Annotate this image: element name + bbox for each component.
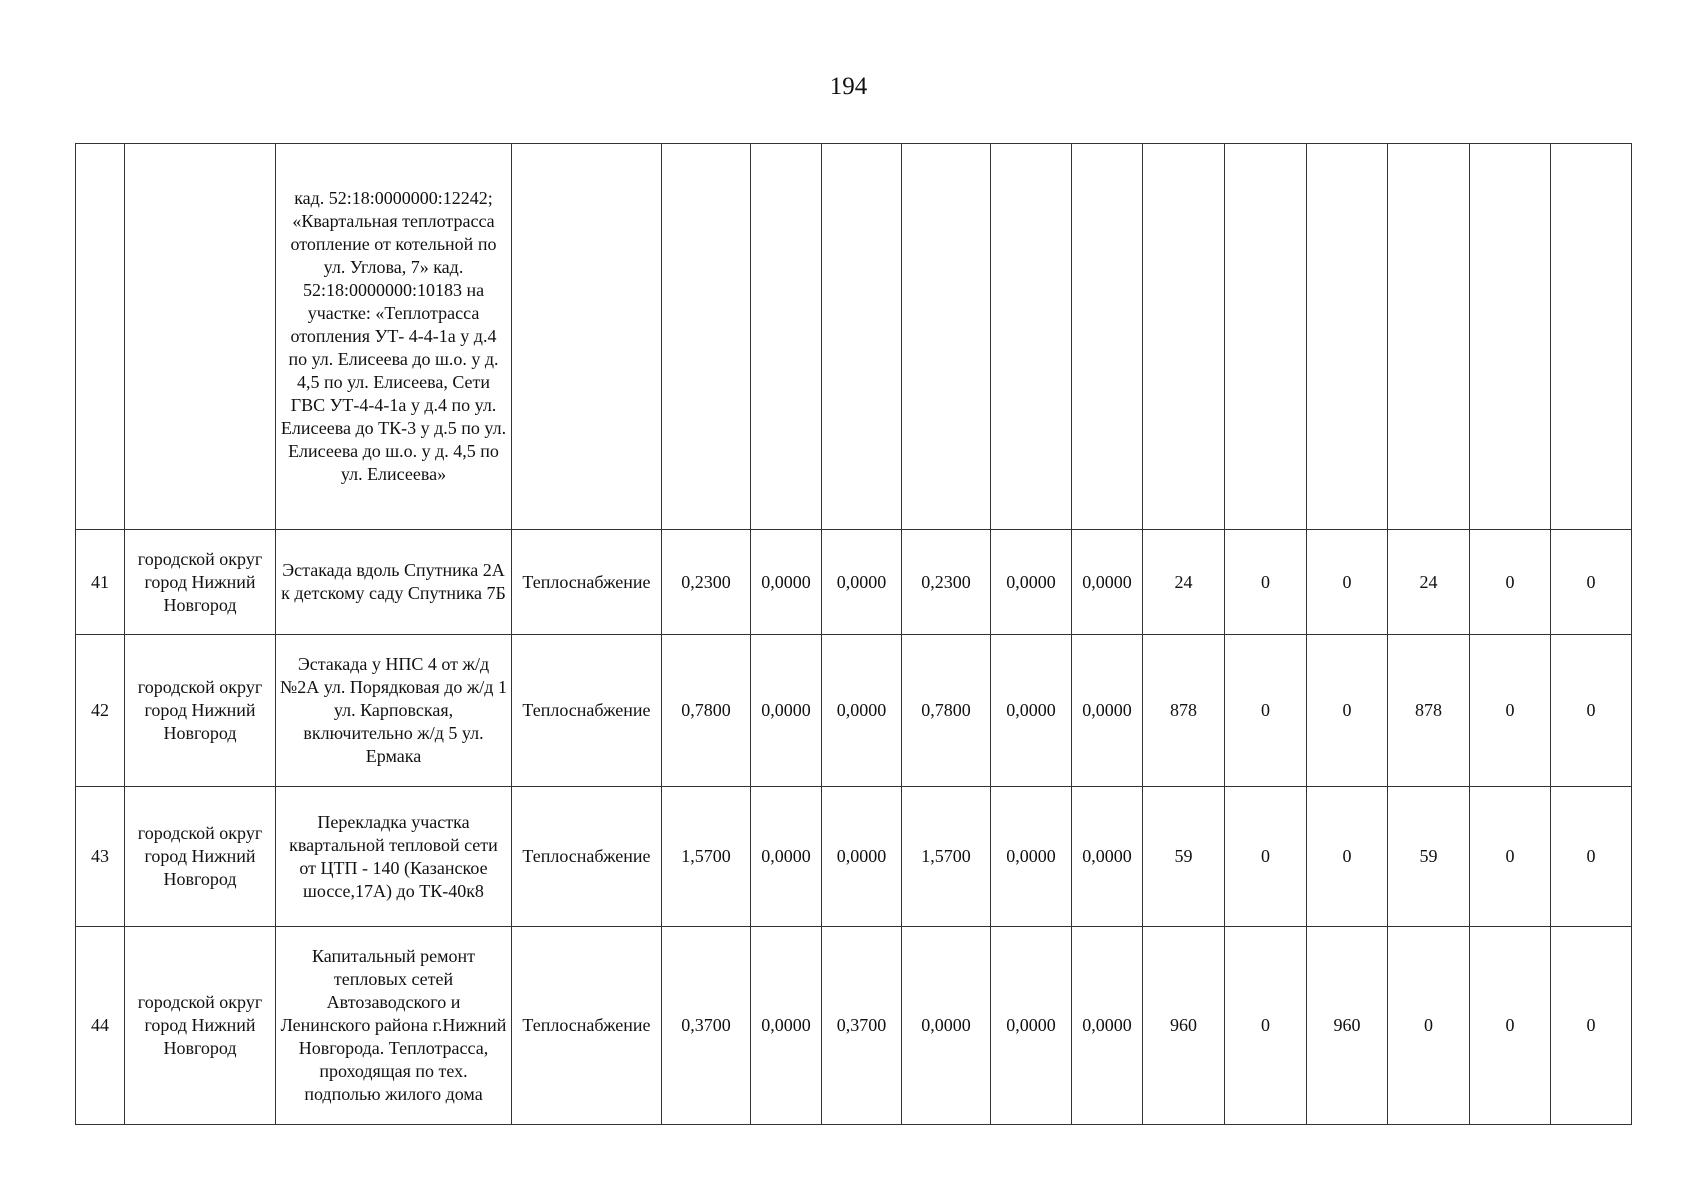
service-type: Теплоснабжение xyxy=(512,927,662,1125)
amount-cell: 24 xyxy=(1143,530,1225,635)
table-row xyxy=(76,144,1632,530)
empty-cell xyxy=(662,144,751,530)
amount-cell: 0 xyxy=(1225,530,1307,635)
amount-cell: 0 xyxy=(1307,635,1388,787)
amount-cell: 0 xyxy=(1307,530,1388,635)
amount-cell: 0 xyxy=(1551,530,1632,635)
amount-cell: 0 xyxy=(1470,787,1551,927)
amount-cell: 0 xyxy=(1470,530,1551,635)
page-number: 194 xyxy=(829,73,868,100)
value-cell: 0,2300 xyxy=(902,530,991,635)
empty-cell xyxy=(991,144,1072,530)
table-row xyxy=(76,927,1632,1125)
service-type: Теплоснабжение xyxy=(512,787,662,927)
amount-cell: 0 xyxy=(1470,635,1551,787)
municipality: городской округ город Нижний Новгород xyxy=(125,635,276,787)
amount-cell: 878 xyxy=(1388,635,1470,787)
amount-cell: 24 xyxy=(1388,530,1470,635)
value-cell: 0,0000 xyxy=(1072,530,1143,635)
amount-cell: 59 xyxy=(1388,787,1470,927)
row-number: 43 xyxy=(76,787,125,927)
amount-cell: 0 xyxy=(1307,787,1388,927)
amount-cell: 0 xyxy=(1225,927,1307,1125)
amount-cell: 59 xyxy=(1143,787,1225,927)
value-cell: 0,0000 xyxy=(991,635,1072,787)
empty-cell xyxy=(1143,144,1225,530)
object-name: кад. 52:18:0000000:12242; «Квартальная теплотрасса отопление от котельной по ул. Углова, 7» кад. 52:18:0000000:10183 на участке: «Теплотрасса отопления УТ- 4-4-1а у д.4 по ул. Елисеева до ш.о. у д. 4,5 по ул. Елисеева, Сети ГВС УТ-4-4-1а у д.4 по ул. Елисеева до ТК-3 у д.5 по ул. Елисеева до ш.о. у д. 4,5 по ул. Елисеева» xyxy=(276,144,512,530)
value-cell: 0,0000 xyxy=(751,927,822,1125)
value-cell: 0,0000 xyxy=(991,927,1072,1125)
value-cell: 0,3700 xyxy=(662,927,751,1125)
amount-cell: 0 xyxy=(1225,635,1307,787)
object-name: Перекладка участка квартальной тепловой сети от ЦТП - 140 (Казанское шоссе,17А) до ТК-40к8 xyxy=(276,787,512,927)
object-name: Капитальный ремонт тепловых сетей Автозаводского и Ленинского района г.Нижний Новгорода. Теплотрасса, проходящая по тех. подполью жилого дома xyxy=(276,927,512,1125)
empty-cell xyxy=(1470,144,1551,530)
row-number: 44 xyxy=(76,927,125,1125)
municipality: городской округ город Нижний Новгород xyxy=(125,927,276,1125)
empty-cell xyxy=(1388,144,1470,530)
empty-cell xyxy=(1307,144,1388,530)
investment-table xyxy=(75,143,1632,1125)
amount-cell: 878 xyxy=(1143,635,1225,787)
service-type: Теплоснабжение xyxy=(512,530,662,635)
row-number xyxy=(76,144,125,530)
empty-cell xyxy=(822,144,902,530)
value-cell: 0,0000 xyxy=(902,927,991,1125)
value-cell: 0,0000 xyxy=(1072,635,1143,787)
municipality: городской округ город Нижний Новгород xyxy=(125,787,276,927)
value-cell: 0,0000 xyxy=(822,787,902,927)
value-cell: 1,5700 xyxy=(662,787,751,927)
value-cell: 0,0000 xyxy=(751,787,822,927)
table-row xyxy=(76,787,1632,927)
value-cell: 1,5700 xyxy=(902,787,991,927)
service-type: Теплоснабжение xyxy=(512,635,662,787)
object-name: Эстакада у НПС 4 от ж/д №2А ул. Порядковая до ж/д 1 ул. Карповская, включительно ж/д 5 ул. Ермака xyxy=(276,635,512,787)
amount-cell: 0 xyxy=(1551,635,1632,787)
amount-cell: 0 xyxy=(1551,927,1632,1125)
value-cell: 0,0000 xyxy=(1072,787,1143,927)
value-cell: 0,0000 xyxy=(991,787,1072,927)
amount-cell: 0 xyxy=(1470,927,1551,1125)
amount-cell: 0 xyxy=(1551,787,1632,927)
empty-cell xyxy=(902,144,991,530)
amount-cell: 0 xyxy=(1388,927,1470,1125)
value-cell: 0,7800 xyxy=(662,635,751,787)
amount-cell: 960 xyxy=(1143,927,1225,1125)
value-cell: 0,0000 xyxy=(822,635,902,787)
table-row xyxy=(76,530,1632,635)
empty-cell xyxy=(1551,144,1632,530)
empty-cell xyxy=(1072,144,1143,530)
value-cell: 0,0000 xyxy=(751,635,822,787)
row-number: 42 xyxy=(76,635,125,787)
row-number: 41 xyxy=(76,530,125,635)
value-cell: 0,0000 xyxy=(822,530,902,635)
municipality: городской округ город Нижний Новгород xyxy=(125,530,276,635)
value-cell: 0,0000 xyxy=(991,530,1072,635)
amount-cell: 0 xyxy=(1225,787,1307,927)
empty-cell xyxy=(1225,144,1307,530)
table-row xyxy=(76,635,1632,787)
value-cell: 0,2300 xyxy=(662,530,751,635)
value-cell: 0,0000 xyxy=(751,530,822,635)
empty-cell xyxy=(512,144,662,530)
value-cell: 0,3700 xyxy=(822,927,902,1125)
empty-cell xyxy=(751,144,822,530)
municipality xyxy=(125,144,276,530)
object-name: Эстакада вдоль Спутника 2А к детскому саду Спутника 7Б xyxy=(276,530,512,635)
value-cell: 0,0000 xyxy=(1072,927,1143,1125)
amount-cell: 960 xyxy=(1307,927,1388,1125)
value-cell: 0,7800 xyxy=(902,635,991,787)
